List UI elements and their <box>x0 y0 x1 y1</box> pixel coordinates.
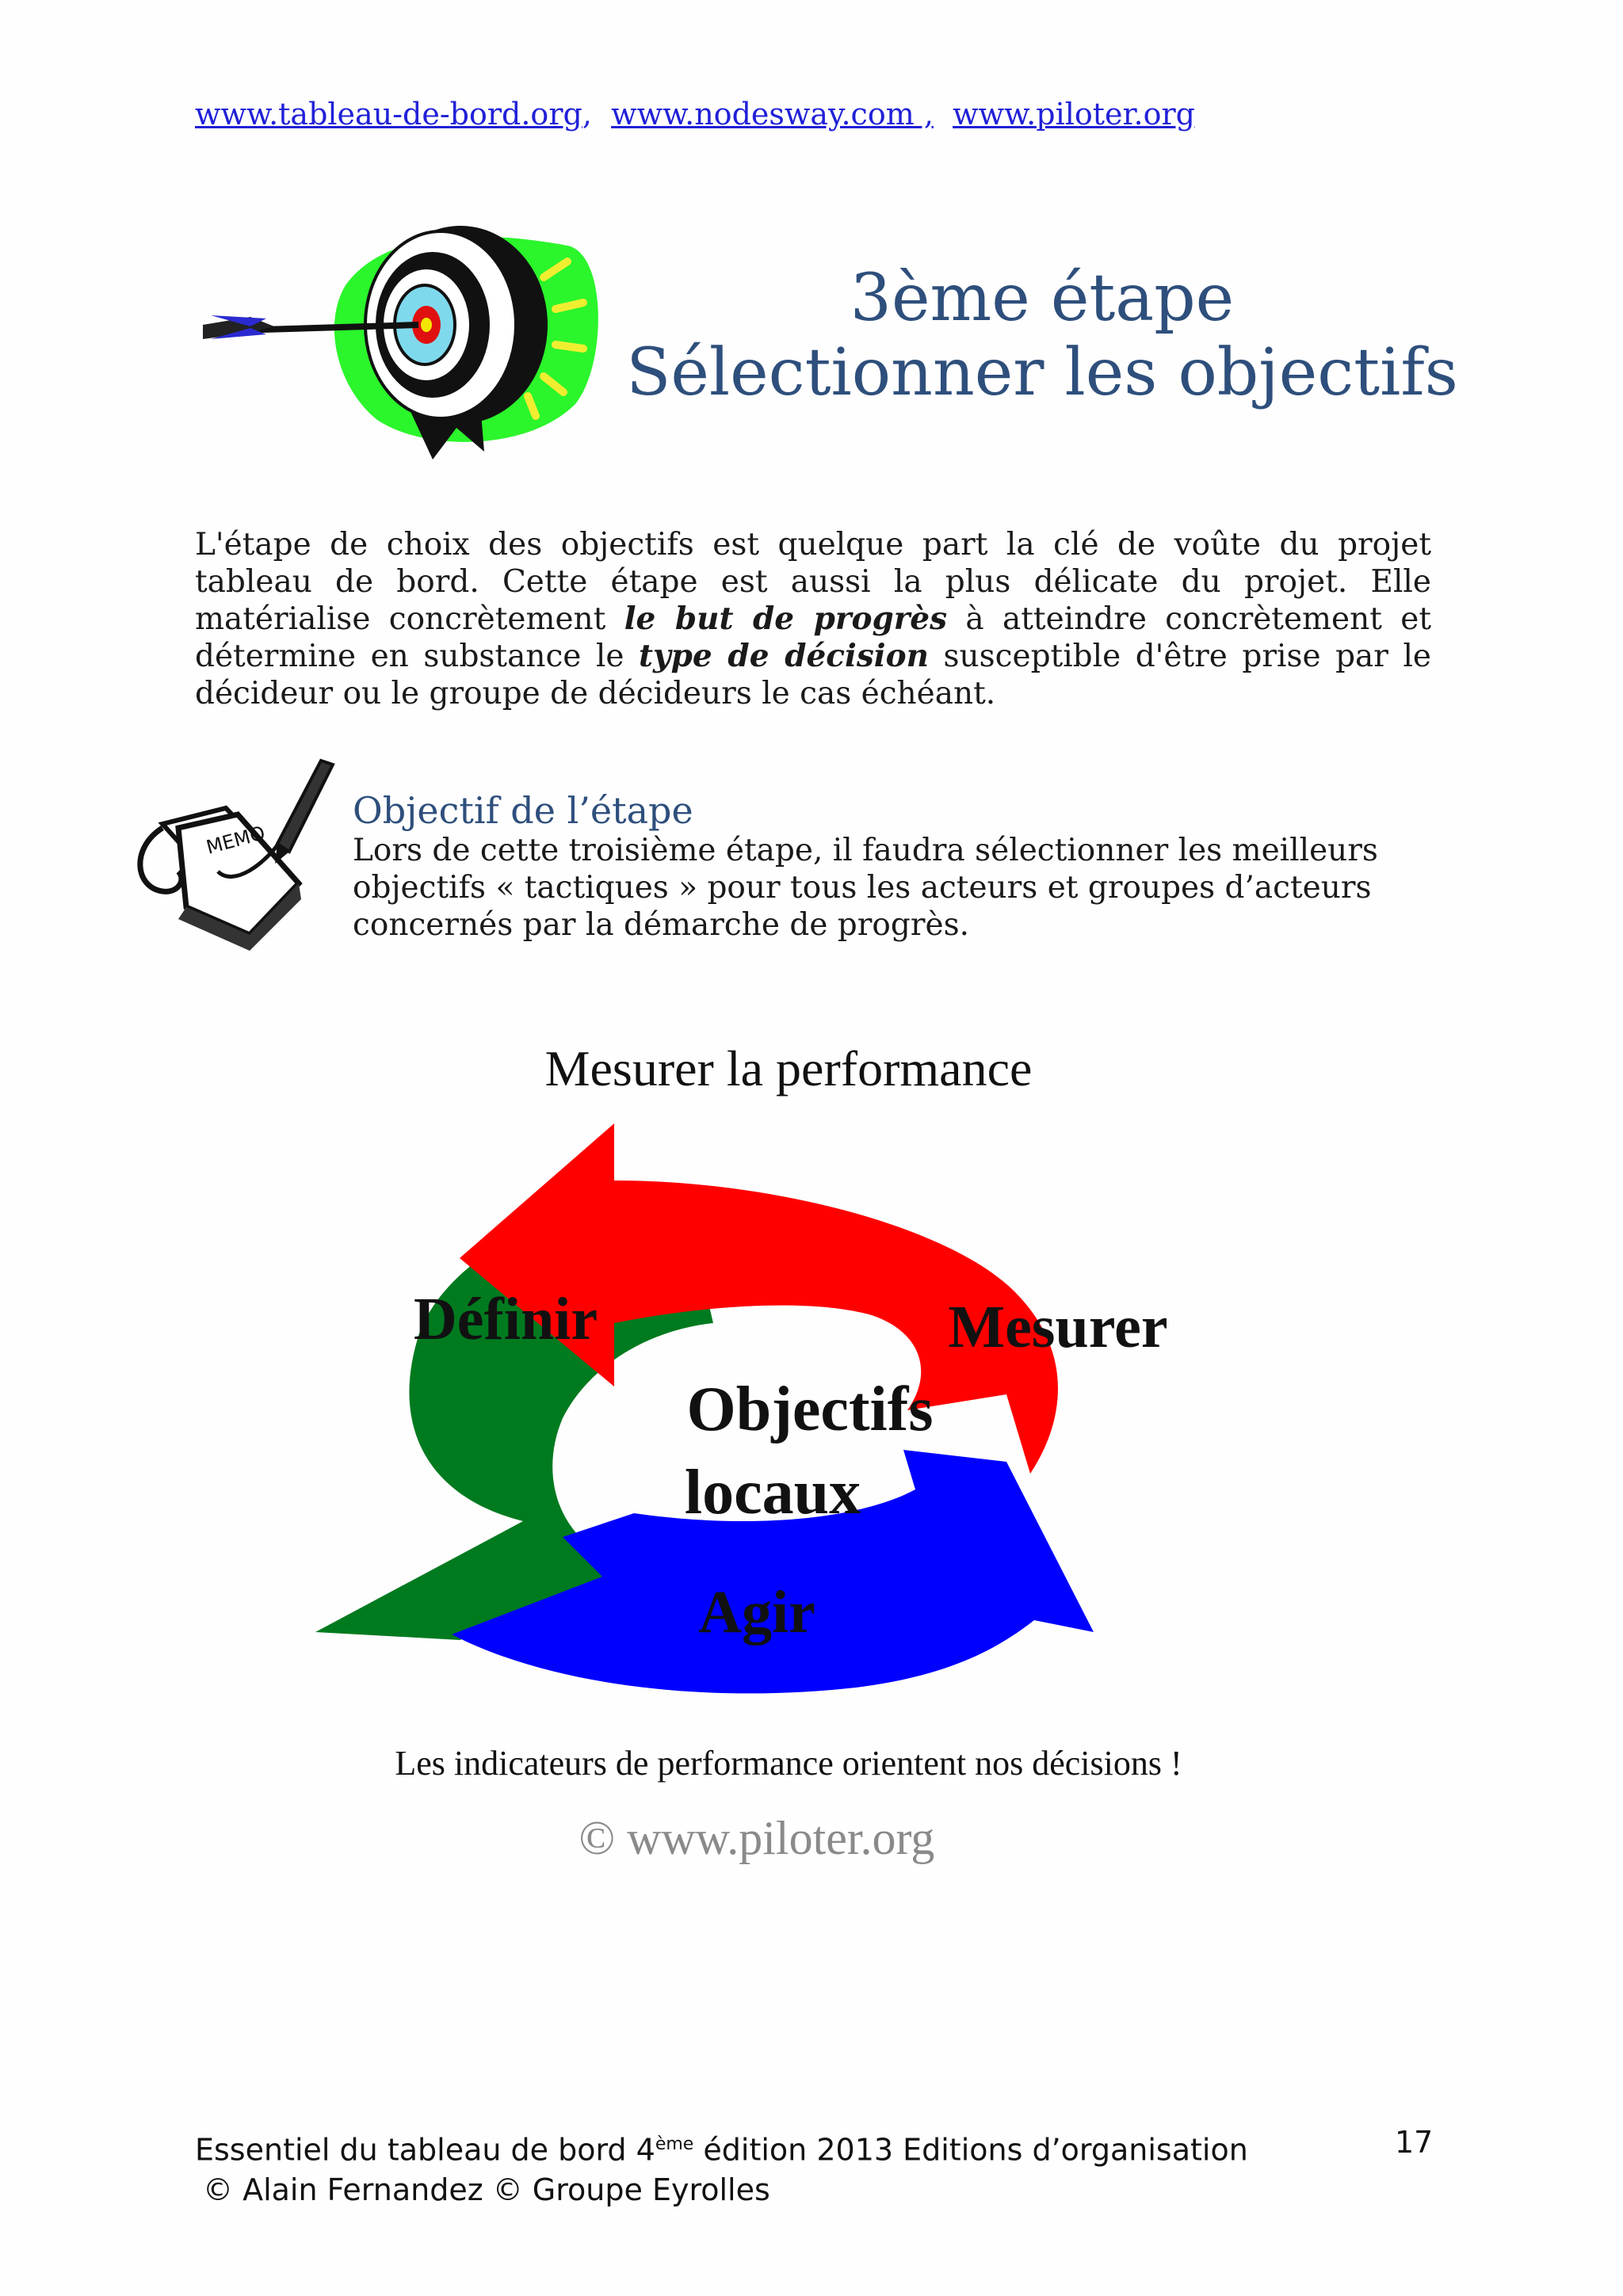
diagram-copyright: © www.piloter.org <box>579 1812 935 1864</box>
intro-emphasis-2: type de décision <box>638 638 929 674</box>
footer <box>195 2125 1248 2210</box>
title-line-1: 3ème étape <box>850 261 1235 336</box>
intro-emphasis-1: le but de progrès <box>624 601 948 637</box>
label-definir: Définir <box>413 1286 598 1352</box>
link-tableau-de-bord[interactable]: www.tableau-de-bord.org <box>195 97 582 132</box>
page-number: 17 <box>1395 2125 1434 2160</box>
link-nodesway[interactable]: www.nodesway.com , <box>611 97 934 132</box>
footer-sup: ème <box>655 2134 694 2154</box>
diagram-caption: Les indicateurs de performance orientent nos décisions ! <box>395 1744 1182 1783</box>
objective-text: Lors de cette troisième étape, il faudra sélectionner les meilleurs objectifs « tactiques » pour tous les acteurs et groupes d’acteurs concernés par la démarche de progrès. <box>353 833 1378 943</box>
header-links: www.tableau-de-bord.org, www.nodesway.com , www.piloter.org <box>195 97 1195 132</box>
page-title <box>626 261 1458 410</box>
memo-label: MEMO <box>204 822 268 859</box>
label-agir: Agir <box>698 1579 815 1646</box>
diagram-top-label: Mesurer la performance <box>544 1040 1033 1097</box>
objective-heading: Objectif de l’étape <box>353 789 693 832</box>
footer-edition: édition 2013 Editions d’organisation <box>693 2132 1248 2168</box>
target-arrow-icon <box>195 214 615 467</box>
center-label-2: locaux <box>684 1458 861 1527</box>
memo-pen-icon <box>131 753 341 951</box>
intro-text-2: à atteindre concrètement et détermine en substance le <box>195 601 1431 674</box>
footer-title: Essentiel du tableau de bord 4 <box>195 2132 655 2168</box>
title-line-2: Sélectionner les objectifs <box>626 335 1458 410</box>
intro-paragraph <box>195 526 1431 712</box>
footer-line-1 <box>195 2125 1248 2170</box>
intro-text-1: L'étape de choix des objectifs est quelque part la clé de voûte du projet tableau de bord. Cette étape est aussi la plus délicate du projet. Elle matérialise concrètement <box>195 527 1431 637</box>
label-mesurer: Mesurer <box>948 1294 1168 1360</box>
footer-line-2: © Alain Fernandez © Groupe Eyrolles <box>203 2172 770 2207</box>
cycle-diagram <box>301 1030 1276 1886</box>
intro-text-3: susceptible d'être prise par le décideur ou le groupe de décideurs le cas échéant. <box>195 639 1431 711</box>
center-label-1: Objectifs <box>686 1375 934 1444</box>
link-piloter[interactable]: www.piloter.org <box>953 97 1195 132</box>
